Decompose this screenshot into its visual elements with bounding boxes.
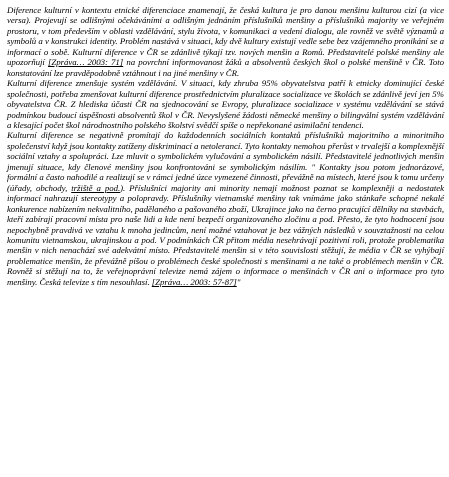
- paragraph-text: na povrchní informovanost žáků a absolventů českých škol o polské menšině v ČR. Toto konstatování lze pravděpodobně vztáhnout i na jiné menšiny v ČR.: [7, 57, 445, 78]
- paragraph-text: Diference kulturní v kontextu etnické diferenciace znamenají, že česká kultura je pro danou menšinu kulturou cizí (a vice versa). Projevují se odlišnými očekáváními a odlišným jednáním příslušníků menšiny a příslušníků majority ve veřejném prostoru, v tom především v oblasti vzdělávání, stylu života, v komunikaci a vedení dialogu, ale rovněž ve světě významů a symbolů a v konstrukci identity. Problém nastává v situaci, kdy dvě kultury existují vedle sebe bez vzájemného pronikání se a informací o sobě. Kulturní diference v ČR se zdánlivě týkají tzv. nových menšin a Romů. Představitelé polské menšiny ale upozorňují: [7, 5, 444, 68]
- citation-reference: [Zpráva… 2003: 71]: [47, 57, 124, 68]
- closing-quote: ": [236, 276, 241, 287]
- paragraph-cultural-differences: [7, 5, 444, 78]
- underlined-text: tržiště a pod.: [71, 182, 121, 193]
- document-body: [7, 5, 444, 287]
- paragraph-education-system: [7, 78, 444, 130]
- paragraph-social-contacts: [7, 130, 444, 287]
- citation-reference: [Zpráva… 2003: 57-87]: [151, 276, 237, 287]
- paragraph-text: Kulturní diference zmenšuje systém vzdělávání. V situaci, kdy zhruba 95% obyvatelstva patří k etnicky dominující české společnosti, potřeba zmenšovat kulturní diference prostřednictvím pluralizace socializace ve školách se zdánlivě jeví jen 5% obyvatelstva ČR. Z hlediska účasti ČR na sjednocování se Evropy, pluralizace socializace v systému vzdělávání se stává podmínkou budoucí úspěšnosti absolventů škol v ČR. Nevyslyšené žádosti německé menšiny o bilingvální systém vzdělávání a klesající počet škol národnostního polského školství svědčí spíše o nepřekonané asimilační tendenci.: [7, 78, 444, 130]
- paragraph-text: Kulturní diference se negativně promítají do každodenních sociálních kontaktů příslušníků majoritního a minoritního společenství když jsou kontakty zatíženy diskriminací a netolerancí. Tyto kontakty nemohou přerůst v trvalejší a komplexnější sociální vztahy a spolupráci. Lze mluvit o symbolickém vylučování a symbolickém násilí. Představitelé jednotlivých menšin jmenují situace, kdy členové menšiny jsou konfrontováni se symbolickým násilím. " Kontakty jsou potom jednorázové, formální a často nahodilé a realizují se v rámci jedné úzce vymezené činnosti, převážně na místech, které jsou k tomu určeny (úřady, obchody,: [7, 130, 444, 193]
- paragraph-text: ). Příslušníci majority ani minority nemají možnost poznat se komplexněji a nedostatek informací nahrazují stereotypy a polopravdy. Příslušníky vietnamské menšiny tak vnímáme jako stánkaře schopné nekalé konkurence nabízením nekvalitního, padělaného a pašovaného zboží, Ukrajince jako na černo pracující dělníky na stavbách, kteří zabírají pracovní místa pro naše lidi a kde není bezpečí organizovaného zločinu a pod. Přesto, že tyto hodnocení jsou nepochybně pravdivá ve vztahu k mnoha jedincům, není možné vztahovat je bez vážných následků v souvztažnosti na celou komunitu vietnamskou, ukrajinskou a pod. V podmínkách ČR přitom média nesehrávají pozitivní roli, protože problematika menšin v nich nenachází své adekvátní místo. Představitelé menšin si v této souvislosti stěžují, že média v ČR se vyhýbají problematice menšin, že převážně píšou o problémech české společnosti s menšinami a ne také o problémech menšin v ČR. Rovněž si stěžují na to, že veřejnoprávní televize nemá zájem o informace o menšinách v ČR ani o informace pro tyto menšiny. Česká televize s tím nesouhlasí.: [7, 182, 444, 287]
